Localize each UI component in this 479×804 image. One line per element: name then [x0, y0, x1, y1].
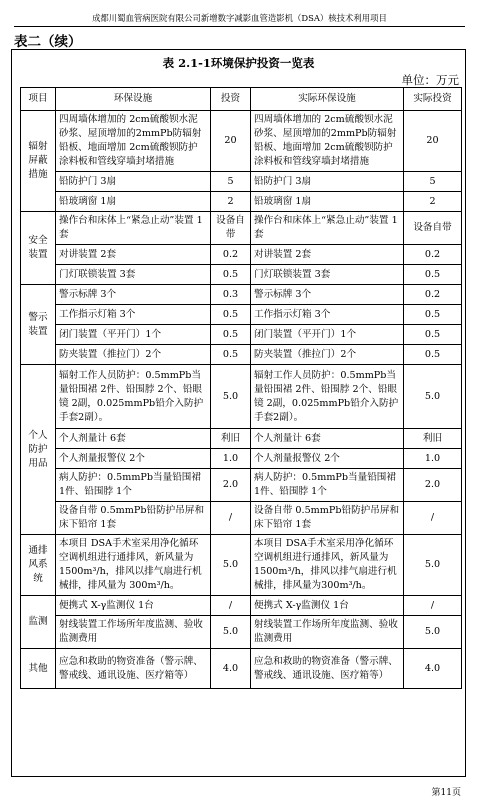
facility-cell: 警示标牌 3个	[56, 285, 211, 305]
investment-cell: 4.0	[211, 649, 251, 689]
facility-cell: 对讲装置 2套	[56, 245, 211, 265]
table-row	[21, 535, 462, 596]
facility-cell: 操作台和床体上“紧急止动”装置 1套	[56, 212, 211, 245]
actual-investment-cell: 设备自带	[404, 212, 462, 245]
investment-cell: 0.5	[211, 325, 251, 345]
header-rule	[14, 26, 465, 27]
project-cell: 通排风系统	[21, 535, 56, 596]
actual-facility-cell: 便携式 X-γ监测仪 1台	[251, 596, 404, 616]
actual-investment-cell: 2.0	[404, 469, 462, 502]
actual-facility-cell: 铅防护门 3扇	[251, 172, 404, 192]
project-cell: 个人防护用品	[21, 365, 56, 535]
investment-cell: 0.2	[211, 245, 251, 265]
actual-investment-cell: 5	[404, 172, 462, 192]
actual-facility-cell: 设备自带 0.5mmPb铅防护吊屏和床下铅帘 1套	[251, 502, 404, 535]
table-row	[21, 365, 462, 429]
table-row	[21, 172, 462, 192]
col-header-investment: 投资	[211, 88, 251, 111]
document-title: 成都川蜀血管病医院有限公司新增数字减影血管造影机（DSA）核技术利用项目	[92, 13, 387, 23]
project-cell: 其他	[21, 649, 56, 689]
investment-cell: 5	[211, 172, 251, 192]
investment-cell: 利旧	[211, 429, 251, 449]
actual-facility-cell: 闭门装置（平开门）1个	[251, 325, 404, 345]
facility-cell: 便携式 X-γ监测仪 1台	[56, 596, 211, 616]
project-cell: 辐射屏蔽措施	[21, 111, 56, 212]
table-row	[21, 649, 462, 689]
table-row	[21, 325, 462, 345]
actual-facility-cell: 射线装置工作场所年度监测、验收监测费用	[251, 616, 404, 649]
actual-facility-cell: 对讲装置 2套	[251, 245, 404, 265]
actual-investment-cell: /	[404, 502, 462, 535]
facility-cell: 本项目 DSA手术室采用净化循环空调机组进行通排风，新风量为 1500m³/h，排风以排气扇进行机械排，排风量为 300m³/h。	[56, 535, 211, 596]
actual-investment-cell: 0.2	[404, 245, 462, 265]
table-frame	[11, 49, 466, 777]
actual-facility-cell: 铅玻璃窗 1扇	[251, 192, 404, 212]
actual-facility-cell: 应急和救助的物资准备（警示牌、警戒线、通讯设施、医疗箱等）	[251, 649, 404, 689]
table-row	[21, 305, 462, 325]
actual-facility-cell: 操作台和床体上“紧急止动”装置 1套	[251, 212, 404, 245]
facility-cell: 四周墙体增加的 2cm硫酸钡水泥砂浆、屋顶增加的2mmPb防辐射铅板、地面增加 2cm硫酸钡防护涂料板和管线穿墙封堵措施	[56, 111, 211, 172]
actual-investment-cell: 1.0	[404, 449, 462, 469]
facility-cell: 闭门装置（平开门）1个	[56, 325, 211, 345]
investment-cell: 2.0	[211, 469, 251, 502]
table-row	[21, 596, 462, 616]
page-header	[0, 0, 479, 26]
actual-investment-cell: 4.0	[404, 649, 462, 689]
actual-investment-cell: 5.0	[404, 616, 462, 649]
facility-cell: 射线装置工作场所年度监测、验收监测费用	[56, 616, 211, 649]
page-number: 第11页	[431, 788, 461, 798]
table-row	[21, 192, 462, 212]
table-row	[21, 469, 462, 502]
facility-cell: 门灯联锁装置 3套	[56, 265, 211, 285]
facility-cell: 应急和救助的物资准备（警示牌、警戒线、通讯设施、医疗箱等）	[56, 649, 211, 689]
col-header-actual-investment: 实际投资	[404, 88, 462, 111]
actual-facility-cell: 本项目 DSA手术室采用净化循环空调机组进行通排风，新风量为 1500m³/h，排风以排气扇进行机械排，排风量为300m³/h。	[251, 535, 404, 596]
table-row	[21, 616, 462, 649]
actual-facility-cell: 四周墙体增加的 2cm硫酸钡水泥砂浆、屋顶增加的2mmPb防辐射铅板、地面增加 2cm硫酸钡防护涂料板和管线穿墙封堵措施	[251, 111, 404, 172]
facility-cell: 工作指示灯箱 3个	[56, 305, 211, 325]
actual-investment-cell: 利旧	[404, 429, 462, 449]
table-row	[21, 449, 462, 469]
investment-cell: 5.0	[211, 535, 251, 596]
actual-investment-cell: 5.0	[404, 535, 462, 596]
investment-cell: 设备自带	[211, 212, 251, 245]
facility-cell: 铅玻璃窗 1扇	[56, 192, 211, 212]
facility-cell: 个人剂量报警仪 2个	[56, 449, 211, 469]
table-caption: 表 2.1-1环境保护投资一览表	[162, 56, 315, 70]
table-continued-label: 表二（续）	[14, 34, 82, 50]
actual-facility-cell: 辐射工作人员防护：0.5mmPb当量铅围裙 2件、铅围脖 2个、铅眼镜 2副，0.025mmPb铅介入防护手套2副）。	[251, 365, 404, 429]
actual-facility-cell: 个人剂量报警仪 2个	[251, 449, 404, 469]
col-header-actual-facility: 实际环保设施	[251, 88, 404, 111]
investment-cell: 1.0	[211, 449, 251, 469]
facility-cell: 病人防护：0.5mmPb当量铅围裙 1件、铅围脖 1个	[56, 469, 211, 502]
table-body	[21, 111, 462, 689]
actual-facility-cell: 工作指示灯箱 3个	[251, 305, 404, 325]
table-row	[21, 212, 462, 245]
investment-cell: /	[211, 596, 251, 616]
investment-cell: /	[211, 502, 251, 535]
investment-cell: 2	[211, 192, 251, 212]
facility-cell: 设备自带 0.5mmPb铅防护吊屏和床下铅帘 1套	[56, 502, 211, 535]
table-row	[21, 265, 462, 285]
project-cell: 警示装置	[21, 285, 56, 365]
actual-investment-cell: 5.0	[404, 365, 462, 429]
table-row	[21, 345, 462, 365]
col-header-project: 项目	[21, 88, 56, 111]
actual-investment-cell: 0.5	[404, 305, 462, 325]
col-header-facility: 环保设施	[56, 88, 211, 111]
actual-facility-cell: 病人防护：0.5mmPb当量铅围裙 1件、铅围脖 1个	[251, 469, 404, 502]
investment-cell: 5.0	[211, 365, 251, 429]
actual-facility-cell: 防夹装置（推拉门）2个	[251, 345, 404, 365]
actual-investment-cell: 0.5	[404, 325, 462, 345]
facility-cell: 辐射工作人员防护：0.5mmPb当量铅围裙 2件、铅围脖 2个、铅眼镜 2副，0.025mmPb铅介入防护手套2副）。	[56, 365, 211, 429]
actual-facility-cell: 门灯联锁装置 3套	[251, 265, 404, 285]
actual-facility-cell: 个人剂量计 6套	[251, 429, 404, 449]
actual-investment-cell: 20	[404, 111, 462, 172]
table-row	[21, 429, 462, 449]
investment-cell: 0.3	[211, 285, 251, 305]
investment-cell: 5.0	[211, 616, 251, 649]
actual-investment-cell: 0.5	[404, 265, 462, 285]
actual-investment-cell: 0.2	[404, 285, 462, 305]
table-row	[21, 502, 462, 535]
unit-label: 单位：万元	[401, 73, 459, 87]
investment-cell: 0.5	[211, 265, 251, 285]
table-row	[21, 245, 462, 265]
facility-cell: 铅防护门 3扇	[56, 172, 211, 192]
investment-cell: 0.5	[211, 345, 251, 365]
project-cell: 监测	[21, 596, 56, 649]
facility-cell: 防夹装置（推拉门）2个	[56, 345, 211, 365]
table-row	[21, 285, 462, 305]
investment-cell: 20	[211, 111, 251, 172]
header-row	[21, 88, 462, 111]
project-cell: 安全装置	[21, 212, 56, 285]
actual-investment-cell: 2	[404, 192, 462, 212]
investment-cell: 0.5	[211, 305, 251, 325]
investment-table	[20, 87, 462, 689]
facility-cell: 个人剂量计 6套	[56, 429, 211, 449]
actual-facility-cell: 警示标牌 3个	[251, 285, 404, 305]
actual-investment-cell: 0.5	[404, 345, 462, 365]
table-row	[21, 111, 462, 172]
actual-investment-cell: /	[404, 596, 462, 616]
